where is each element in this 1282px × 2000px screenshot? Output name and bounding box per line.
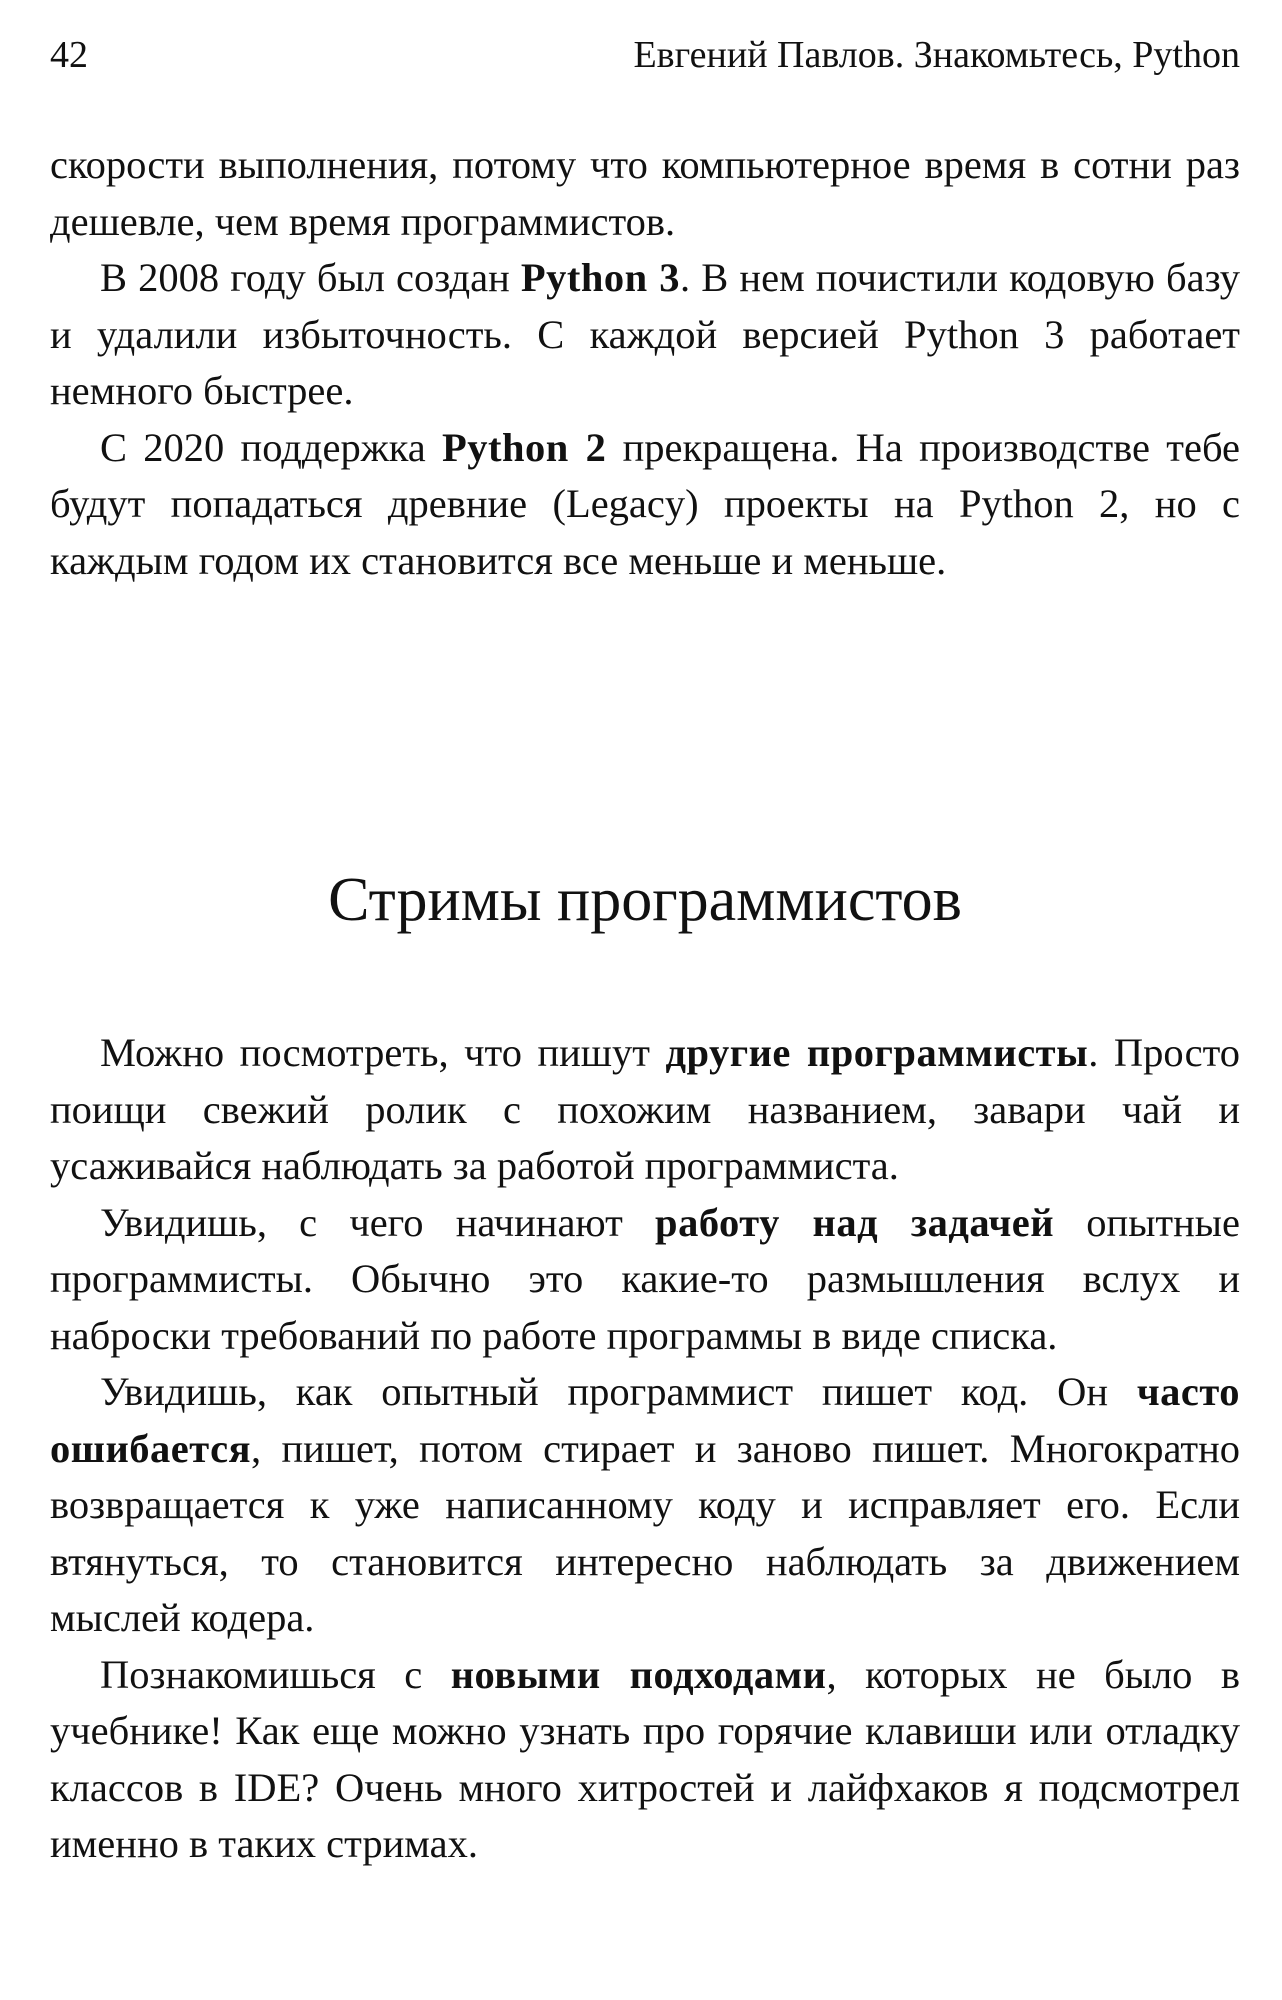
emphasis-python2: Python 2 <box>442 424 607 470</box>
paragraph-other-programmers <box>50 1025 1240 1195</box>
paragraph-text: , пишет, потом стирает и заново пишет. Многократно возвращается к уже написанному коду и исправляет его. Если втянуться, то становится интересно наблюдать за движением мыслей кодера. <box>50 1425 1240 1640</box>
paragraph-text: скорости выполнения, потому что компьютерное время в сотни раз дешевле, чем время программистов. <box>50 142 1240 244</box>
emphasis-other-programmers: другие программисты <box>665 1030 1089 1075</box>
paragraph-text: В 2008 году был создан <box>100 255 521 300</box>
intro-text <box>50 137 1240 589</box>
page-number: 42 <box>50 34 88 76</box>
paragraph-mistakes <box>50 1364 1240 1647</box>
paragraph-text: Можно посмотреть, что пишут <box>100 1030 666 1075</box>
section-heading: Стримы программистов <box>328 866 962 934</box>
paragraph-text: . Просто поищи свежий ролик с похожим названием, завари чай и усаживайся наблюдать за работой программиста. <box>50 1030 1240 1188</box>
paragraph-text: . В нем почистили кодовую базу и удалили избыточность. С каждой версией Python 3 работает немного быстрее. <box>50 255 1240 413</box>
paragraph-text: Увидишь, с чего начинают <box>100 1199 656 1245</box>
paragraph-speed <box>50 137 1240 250</box>
paragraph-text: опытные программисты. Обычно это какие-то размышления вслух и наброски требований по работе программы в виде списка. <box>50 1199 1240 1358</box>
paragraph-python2 <box>50 420 1240 590</box>
paragraph-text: Познакомишься с <box>100 1651 451 1697</box>
paragraph-text: , которых не было в учебнике! Как еще можно узнать про горячие клавиши или отладку классов в IDE? Очень много хитростей и лайфхаков я подсмотрел именно в таких стримах. <box>50 1651 1240 1866</box>
paragraph-text: прекращена. На производстве тебе будут попадаться древние (Legacy) проекты на Python 2, но с каждым годом их становится все меньше и меньше. <box>50 424 1240 583</box>
emphasis-new-approaches: новыми подходами <box>450 1651 827 1697</box>
book-title: Евгений Павлов. Знакомьтесь, Python <box>633 34 1240 76</box>
running-head <box>50 30 1240 80</box>
paragraph-text: С 2020 поддержка <box>100 424 443 470</box>
paragraph-new-approaches <box>50 1647 1240 1873</box>
section-text <box>50 1025 1240 1873</box>
emphasis-task-work: работу над задачей <box>655 1199 1055 1245</box>
paragraph-text: Увидишь, как опытный программист пишет код. Он <box>100 1369 1137 1414</box>
paragraph-python3 <box>50 250 1240 420</box>
paragraph-task-work <box>50 1195 1240 1365</box>
emphasis-python3: Python 3 <box>520 255 681 300</box>
emphasis-mistakes: часто ошибается <box>50 1369 1240 1471</box>
